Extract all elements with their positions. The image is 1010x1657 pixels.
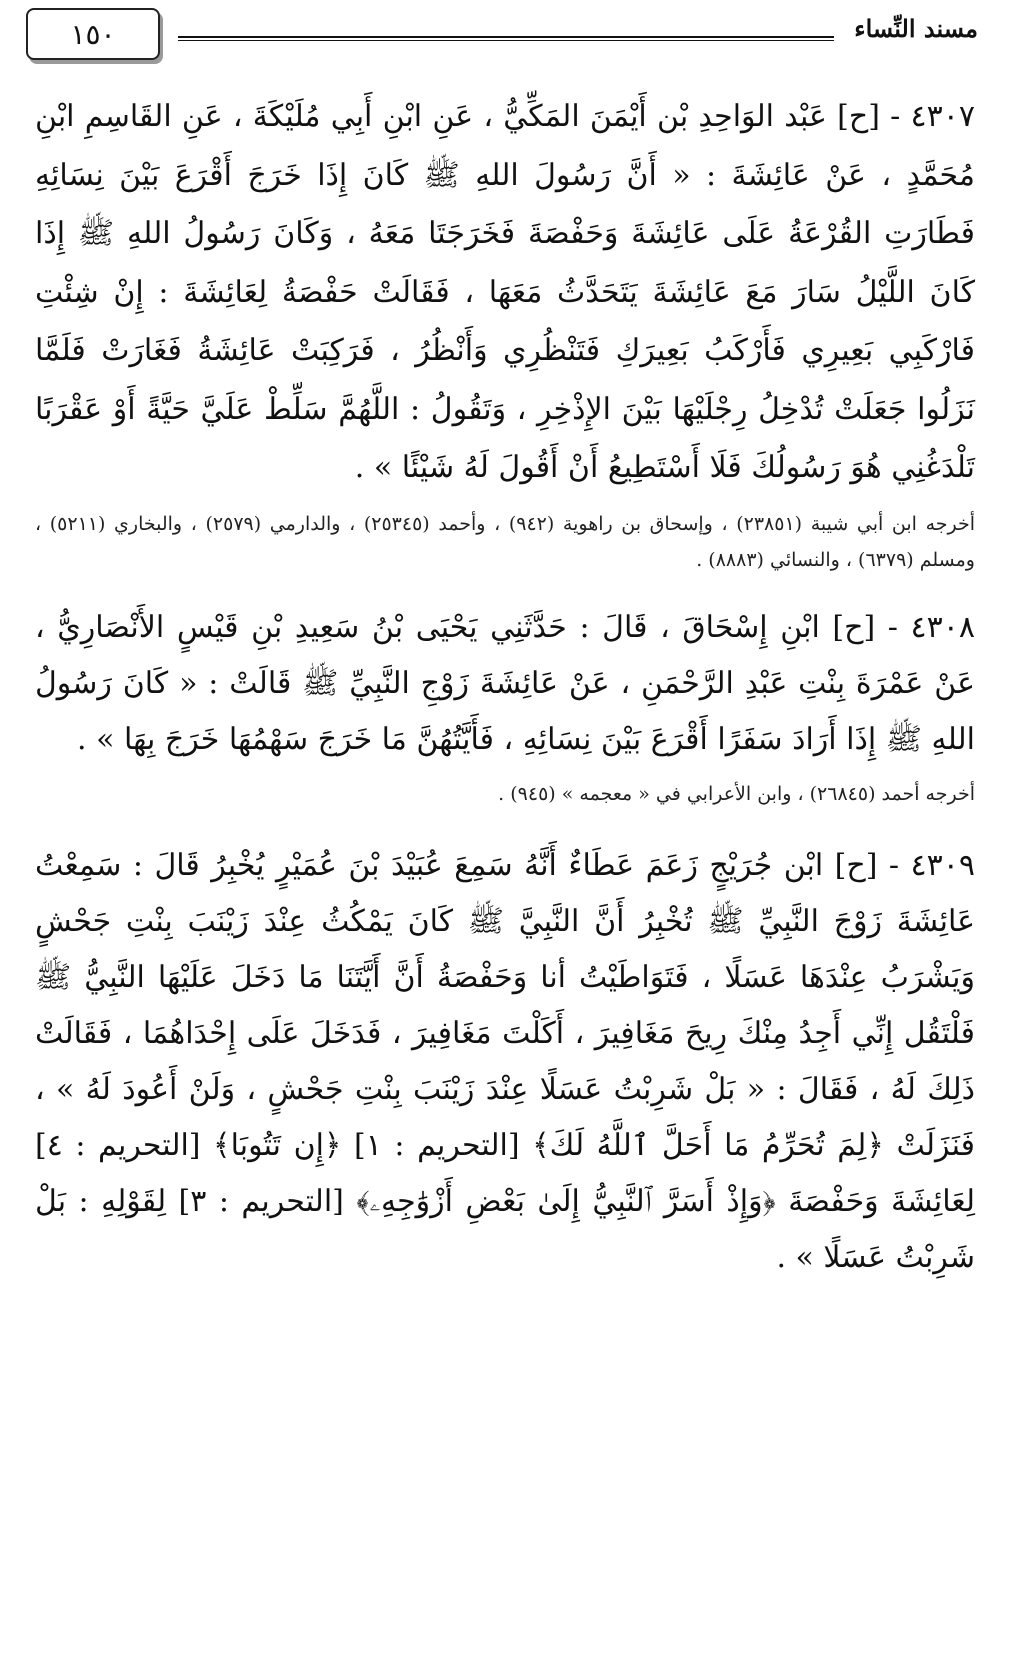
running-title: مسند النِّساء — [854, 14, 978, 43]
hadith-block-4309 — [35, 838, 975, 1286]
hadith-text: ٤٣٠٨ - [ح] ابْنِ إِسْحَاقَ ، قَالَ : حَدَّثَنِي يَحْيَى بْنُ سَعِيدِ بْنِ قَيْسٍ الأَنْصَارِيُّ ، عَنْ عَمْرَةَ بِنْتِ عَبْدِ الرَّحْمَنِ ، عَنْ عَائِشَةَ زَوْجِ النَّبِيِّ ﷺ قَالَتْ : « كَانَ رَسُولُ اللهِ ﷺ إِذَا أَرَادَ سَفَرًا أَقْرَعَ بَيْنَ نِسَائِهِ ، فَأَيَّتُهُنَّ مَا خَرَجَ سَهْمُهَا خَرَجَ بِهَا » . — [35, 609, 975, 757]
hadith-text: ٤٣٠٧ - [ح] عَبْد الوَاحِدِ بْن أَيْمَنَ المَكِّيُّ ، عَنِ ابْنِ أَبِي مُلَيْكَةَ ، عَنِ القَاسِمِ ابْنِ مُحَمَّدٍ ، عَنْ عَائِشَةَ : « أَنَّ رَسُولَ اللهِ ﷺ كَانَ إِذَا خَرَجَ أَقْرَعَ بَيْنَ نِسَائِهِ فَطَارَتِ القُرْعَةُ عَلَى عَائِشَةَ وَحَفْصَةَ فَخَرَجَتَا مَعَهُ ، وَكَانَ رَسُولُ اللهِ ﷺ إِذَا كَانَ اللَّيْلُ سَارَ مَعَ عَائِشَةَ يَتَحَدَّثُ مَعَهَا ، فَقَالَتْ حَفْصَةُ لِعَائِشَةَ : إِنْ شِئْتِ فَارْكَبِي بَعِيرِي فَأَرْكَبُ بَعِيرَكِ فَتَنْظُرِي وَأَنْظُرُ ، فَرَكِبَتْ عَائِشَةُ فَغَارَتْ فَلَمَّا نَزَلُوا جَعَلَتْ تُدْخِلُ رِجْلَيْهَا بَيْنَ الإِذْخِرِ ، وَتَقُولُ : اللَّهُمَّ سَلِّطْ عَلَيَّ حَيَّةً أَوْ عَقْرَبًا تَلْدَغُنِي هُوَ رَسُولُكَ فَلَا أَسْتَطِيعُ أَنْ أَقُولَ لَهُ شَيْئًا » . — [35, 99, 975, 485]
header-divider-line — [178, 36, 834, 41]
page-header — [26, 6, 978, 66]
takhrij-note: أخرجه أحمد (٢٦٨٤٥) ، وابن الأعرابي في « معجمه » (٩٤٥) . — [498, 782, 975, 805]
page-body — [35, 88, 975, 1286]
hadith-text: ٤٣٠٩ - [ح] ابْن جُرَيْجٍ زَعَمَ عَطَاءٌ أَنَّهُ سَمِعَ عُبَيْدَ بْنَ عُمَيْرٍ يُخْبِرُ قَالَ : سَمِعْتُ عَائِشَةَ زَوْجَ النَّبِيِّ ﷺ تُخْبِرُ أَنَّ النَّبِيَّ ﷺ كَانَ يَمْكُثُ عِنْدَ زَيْنَبَ بِنْتِ جَحْشٍ وَيَشْرَبُ عِنْدَهَا عَسَلًا ، فَتَوَاطَيْتُ أنا وَحَفْصَةُ أَنَّ أَيَّتَنَا مَا دَخَلَ عَلَيْهَا النَّبِيُّ ﷺ فَلْتَقُل إِنِّي أَجِدُ مِنْكَ رِيحَ مَغَافِيرَ ، أَكَلْتَ مَغَافِيرَ ، فَدَخَلَ عَلَى إِحْدَاهُمَا ، فَقَالَتْ ذَلِكَ لَهُ ، فَقَالَ : « بَلْ شَرِبْتُ عَسَلًا عِنْدَ زَيْنَبَ بِنْتِ جَحْشٍ ، وَلَنْ أَعُودَ لَهُ » ، فَنَزَلَتْ ﴿لِمَ تُحَرِّمُ مَا أَحَلَّ ٱللَّهُ لَكَ﴾ [التحريم : ١] ﴿إِن تَتُوبَا﴾ [التحريم : ٤] لِعَائِشَةَ وَحَفْصَةَ ﴿وَإِذْ أَسَرَّ ٱلنَّبِيُّ إِلَىٰ بَعْضِ أَزْوَٰجِهِۦ﴾ [التحريم : ٣] لِقَوْلِهِ : بَلْ شَرِبْتُ عَسَلًا » . — [35, 847, 975, 1275]
hadith-block-4308 — [35, 600, 975, 812]
hadith-block-4307 — [35, 88, 975, 578]
page-number: ١٥٠ — [26, 8, 160, 60]
takhrij-note: أخرجه ابن أبي شيبة (٢٣٨٥١) ، وإسحاق بن راهوية (٩٤٢) ، وأحمد (٢٥٣٤٥) ، والدارمي (٢٥٧٩) ، والبخاري (٥٢١١) ، ومسلم (٦٣٧٩) ، والنسائي (٨٨٨٣) . — [35, 512, 976, 571]
